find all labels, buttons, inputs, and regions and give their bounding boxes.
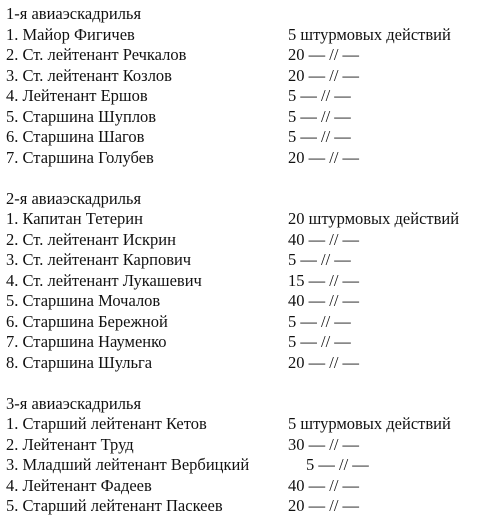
- sortie-count: 5 — // —: [288, 106, 351, 126]
- squadron-3-section: [6, 394, 502, 517]
- sortie-count: 15 — // —: [288, 270, 360, 290]
- pilot-name: 2. Ст. лейтенант Искрин: [6, 229, 176, 249]
- sortie-count: 20 штурмовых действий: [288, 209, 460, 228]
- sortie-count: 5 штурмовых действий: [288, 414, 451, 433]
- sortie-count: 20 — // —: [288, 65, 360, 85]
- squadron-sorties-document: [6, 4, 502, 517]
- pilot-name: 7. Старшина Голубев: [6, 147, 154, 167]
- pilot-name: 2. Ст. лейтенант Речкалов: [6, 45, 187, 64]
- pilot-name: 4. Ст. лейтенант Лукашевич: [6, 270, 202, 290]
- pilot-name: 4. Лейтенант Ершов: [6, 86, 148, 105]
- squadron-1-title: 1-я авиаэскадрилья: [6, 4, 142, 23]
- squadron-1-section: [6, 4, 502, 168]
- list-item: [6, 455, 502, 476]
- sortie-count: 5 штурмовых действий: [288, 24, 451, 44]
- list-item: [6, 45, 502, 66]
- sortie-count: 20 — // —: [288, 45, 360, 64]
- list-item: [6, 496, 502, 517]
- list-item: [6, 107, 502, 128]
- list-item: [6, 332, 502, 353]
- list-item: [6, 435, 502, 456]
- list-item: [6, 271, 502, 292]
- list-item: [6, 86, 502, 107]
- squadron-3-title: 3-я авиаэскадрилья: [6, 393, 142, 413]
- sortie-count: 5 — // —: [288, 332, 351, 351]
- pilot-name: 3. Ст. лейтенант Козлов: [6, 65, 172, 85]
- pilot-name: 5. Старший лейтенант Паскеев: [6, 496, 223, 515]
- squadron-2-section: [6, 189, 502, 374]
- list-item: [6, 250, 502, 271]
- sortie-count: 40 — // —: [288, 229, 360, 249]
- list-item: [6, 66, 502, 87]
- sortie-count: 40 — // —: [288, 291, 360, 310]
- sortie-count: 5 — // —: [288, 311, 351, 331]
- pilot-name: 8. Старшина Шульга: [6, 352, 153, 372]
- sortie-count: 40 — // —: [288, 475, 360, 495]
- pilot-name: 2. Лейтенант Труд: [6, 434, 134, 454]
- pilot-name: 1. Майор Фигичев: [6, 24, 135, 44]
- sortie-count: 5 — // —: [288, 86, 351, 105]
- pilot-name: 1. Капитан Тетерин: [6, 209, 143, 228]
- pilot-name: 3. Ст. лейтенант Карпович: [6, 250, 192, 269]
- sortie-count: 5 — // —: [288, 127, 351, 146]
- list-item: [6, 230, 502, 251]
- pilot-name: 3. Младший лейтенант Вербицкий: [6, 455, 250, 474]
- squadron-2-title: 2-я авиаэскадрилья: [6, 188, 142, 208]
- sortie-count: 20 — // —: [288, 352, 360, 372]
- list-item: [6, 291, 502, 312]
- list-item: [6, 353, 502, 374]
- sortie-count: 30 — // —: [288, 434, 360, 454]
- sortie-count: 20 — // —: [288, 496, 360, 515]
- list-item: [6, 127, 502, 148]
- pilot-name: 5. Старшина Шуплов: [6, 106, 157, 126]
- sortie-count: 5 — // —: [306, 455, 369, 474]
- pilot-name: 7. Старшина Науменко: [6, 332, 167, 351]
- list-item: [6, 312, 502, 333]
- list-item: [6, 25, 502, 46]
- list-item: [6, 476, 502, 497]
- pilot-name: 1. Старший лейтенант Кетов: [6, 414, 207, 433]
- sortie-count: 5 — // —: [288, 250, 351, 269]
- list-item: [6, 209, 502, 230]
- list-item: [6, 414, 502, 435]
- sortie-count: 20 — // —: [288, 147, 360, 167]
- pilot-name: 6. Старшина Бережной: [6, 311, 168, 331]
- list-item: [6, 148, 502, 169]
- pilot-name: 4. Лейтенант Фадеев: [6, 475, 152, 495]
- pilot-name: 5. Старшина Мочалов: [6, 291, 161, 310]
- pilot-name: 6. Старшина Шагов: [6, 127, 145, 146]
